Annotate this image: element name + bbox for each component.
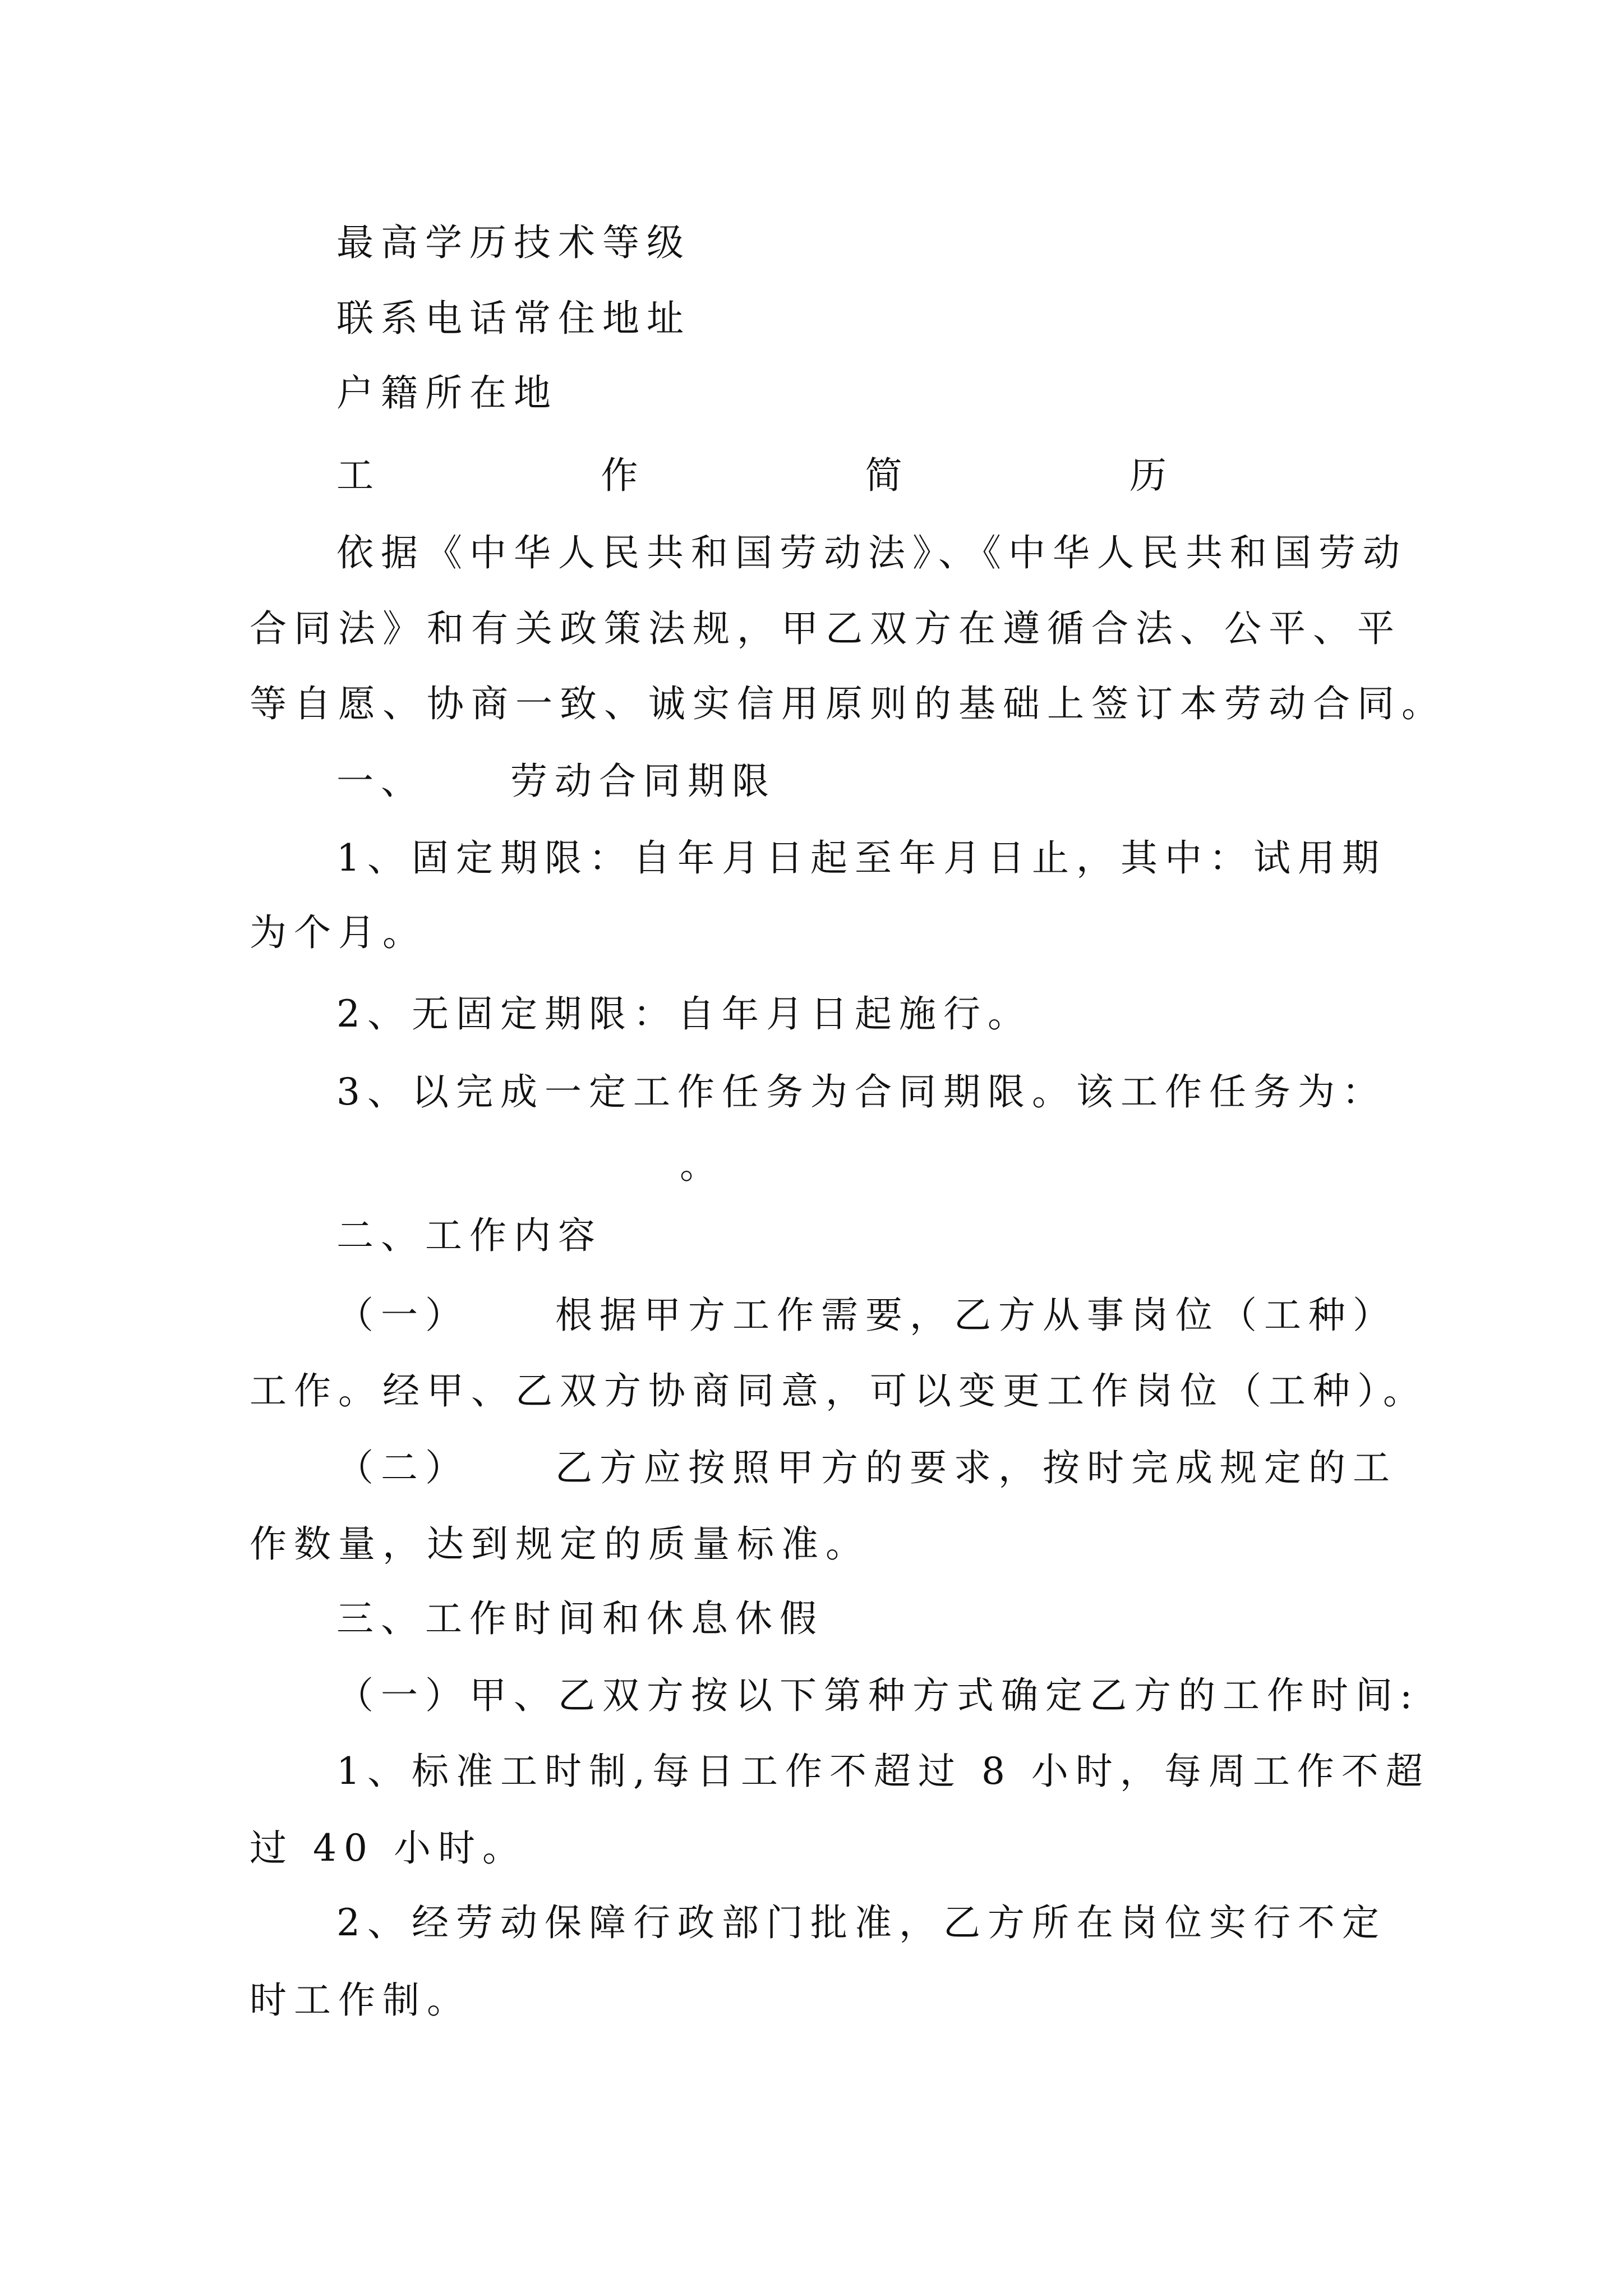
section-heading-term — [336, 760, 776, 803]
clause-text: 根据甲方工作需要，乙方从事岗位（工种） — [555, 1294, 1397, 1337]
clause-line: 2、无固定期限：自年月日起施行。 — [336, 992, 1032, 1036]
section-heading-content: 二、工作内容 — [336, 1214, 602, 1257]
clause-line: 1、标准工时制,每日工作不超过 8 小时，每周工作不超 — [336, 1750, 1430, 1793]
clause-line: 2、经劳动保障行政部门批准，乙方所在岗位实行不定 — [336, 1901, 1386, 1944]
section-title: 劳动合同期限 — [510, 760, 776, 803]
clause-line: 时工作制。 — [250, 1978, 471, 2022]
preamble-line: 依据《中华人民共和国劳动法》、《中华人民共和国劳动 — [336, 531, 1407, 574]
preamble-line: 等自愿、协商一致、诚实信用原则的基础上签订本劳动合同。 — [250, 682, 1446, 725]
heading-char: 工 — [336, 454, 374, 497]
clause-line: （一）甲、乙双方按以下第种方式确定乙方的工作时间: — [336, 1674, 1420, 1717]
clause-line — [336, 1446, 1397, 1489]
heading-char: 历 — [1129, 454, 1166, 497]
clause-number: （一） — [336, 1294, 469, 1337]
form-field-hukou: 户籍所在地 — [336, 371, 558, 415]
form-field-contact: 联系电话常住地址 — [336, 297, 691, 340]
clause-line: 3、以完成一定工作任务为合同期限。该工作任务为： — [336, 1070, 1386, 1114]
form-field-education: 最高学历技术等级 — [336, 221, 691, 264]
section-number: 一、 — [336, 760, 425, 803]
clause-line: 1、固定期限：自年月日起至年月日止，其中：试用期 — [336, 836, 1386, 880]
clause-line: 工作。经甲、乙双方协商同意，可以变更工作岗位（工种）。 — [250, 1369, 1427, 1412]
clause-text: 乙方应按照甲方的要求，按时完成规定的工 — [555, 1446, 1397, 1489]
section-heading-hours: 三、工作时间和休息休假 — [336, 1597, 824, 1640]
preamble-line: 合同法》和有关政策法规，甲乙双方在遵循合法、公平、平 — [250, 607, 1401, 650]
clause-line — [336, 1294, 1397, 1337]
work-history-heading — [336, 454, 1166, 497]
clause-line: 作数量，达到规定的质量标准。 — [250, 1522, 870, 1566]
clause-line: 过 40 小时。 — [250, 1826, 527, 1870]
clause-number: （二） — [336, 1446, 469, 1489]
heading-char: 简 — [865, 454, 902, 497]
heading-char: 作 — [601, 454, 638, 497]
clause-line: 为个月。 — [250, 911, 427, 954]
blank-period: 。 — [680, 1144, 724, 1187]
